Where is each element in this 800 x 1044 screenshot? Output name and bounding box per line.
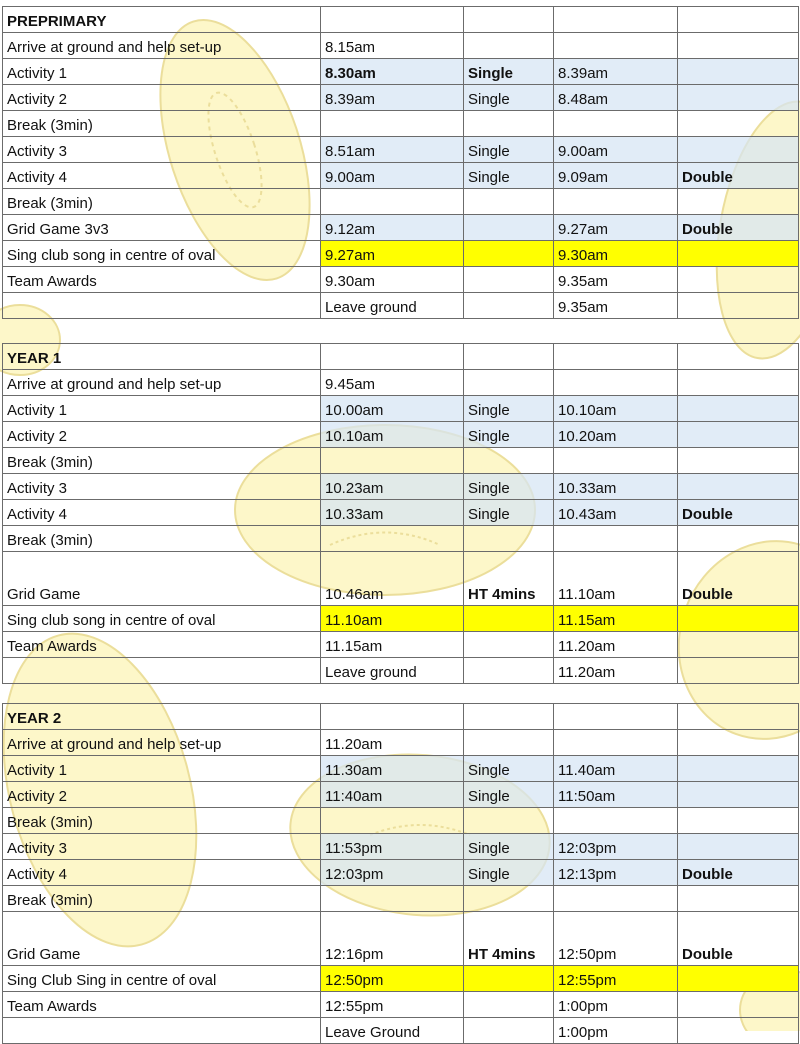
activity-cell: Break (3min) <box>3 111 321 137</box>
type-cell: Single <box>464 163 554 189</box>
type-cell <box>464 808 554 834</box>
activity-cell: Sing club song in centre of oval <box>3 241 321 267</box>
activity-cell: Team Awards <box>3 992 321 1018</box>
note-cell <box>678 137 799 163</box>
note-cell <box>678 834 799 860</box>
start-time-cell: 11.30am <box>321 756 464 782</box>
note-cell <box>678 189 799 215</box>
table-row <box>3 267 799 293</box>
start-time-cell: 12:03pm <box>321 860 464 886</box>
start-time-cell <box>321 886 464 912</box>
note-cell: Double <box>678 500 799 526</box>
type-cell <box>464 215 554 241</box>
type-cell <box>464 658 554 684</box>
type-cell: Single <box>464 782 554 808</box>
end-time-cell: 9.27am <box>554 215 678 241</box>
end-time-cell: 1:00pm <box>554 992 678 1018</box>
table-row <box>3 474 799 500</box>
note-cell <box>678 526 799 552</box>
type-cell: Single <box>464 756 554 782</box>
table-row <box>3 293 799 319</box>
note-cell: Double <box>678 860 799 886</box>
end-time-cell: 10.33am <box>554 474 678 500</box>
activity-cell: Activity 4 <box>3 163 321 189</box>
end-time-cell: 10.20am <box>554 422 678 448</box>
activity-cell: Activity 3 <box>3 834 321 860</box>
header-cell <box>321 344 464 370</box>
activity-cell <box>3 658 321 684</box>
activity-cell: Activity 3 <box>3 474 321 500</box>
type-cell <box>464 632 554 658</box>
end-time-cell <box>554 886 678 912</box>
type-cell <box>464 241 554 267</box>
header-cell <box>321 704 464 730</box>
header-cell <box>464 344 554 370</box>
type-cell: Single <box>464 500 554 526</box>
start-time-cell: 10.23am <box>321 474 464 500</box>
schedule-table-year-1 <box>2 343 799 684</box>
table-row <box>3 448 799 474</box>
header-cell <box>554 704 678 730</box>
start-time-cell: 8.30am <box>321 59 464 85</box>
end-time-cell <box>554 448 678 474</box>
note-cell <box>678 756 799 782</box>
type-cell: Single <box>464 85 554 111</box>
end-time-cell <box>554 730 678 756</box>
type-cell <box>464 111 554 137</box>
note-cell <box>678 474 799 500</box>
note-cell <box>678 730 799 756</box>
table-row <box>3 526 799 552</box>
start-time-cell <box>321 526 464 552</box>
table-row <box>3 992 799 1018</box>
end-time-cell: 10.10am <box>554 396 678 422</box>
end-time-cell <box>554 111 678 137</box>
type-cell: Single <box>464 834 554 860</box>
start-time-cell: Leave ground <box>321 293 464 319</box>
start-time-cell <box>321 189 464 215</box>
start-time-cell: 10.10am <box>321 422 464 448</box>
table-row <box>3 59 799 85</box>
table-row <box>3 730 799 756</box>
activity-cell: Break (3min) <box>3 526 321 552</box>
note-cell <box>678 606 799 632</box>
note-cell <box>678 293 799 319</box>
activity-cell: Activity 1 <box>3 756 321 782</box>
start-time-cell <box>321 111 464 137</box>
table-row <box>3 658 799 684</box>
table-row <box>3 163 799 189</box>
type-cell: Single <box>464 137 554 163</box>
activity-cell: Activity 3 <box>3 137 321 163</box>
note-cell: Double <box>678 912 799 966</box>
end-time-cell: 9.09am <box>554 163 678 189</box>
end-time-cell: 12:03pm <box>554 834 678 860</box>
type-cell <box>464 189 554 215</box>
end-time-cell: 12:50pm <box>554 912 678 966</box>
note-cell <box>678 658 799 684</box>
start-time-cell: 9.00am <box>321 163 464 189</box>
type-cell: HT 4mins <box>464 912 554 966</box>
note-cell <box>678 992 799 1018</box>
start-time-cell: 8.39am <box>321 85 464 111</box>
end-time-cell <box>554 526 678 552</box>
activity-cell: Activity 2 <box>3 85 321 111</box>
table-row <box>3 33 799 59</box>
end-time-cell: 9.30am <box>554 241 678 267</box>
header-cell <box>678 704 799 730</box>
start-time-cell: 11:53pm <box>321 834 464 860</box>
table-row <box>3 500 799 526</box>
table-row <box>3 966 799 992</box>
section-title: YEAR 2 <box>3 704 321 730</box>
activity-cell: Break (3min) <box>3 448 321 474</box>
table-row <box>3 606 799 632</box>
activity-cell: Grid Game <box>3 912 321 966</box>
activity-cell: Arrive at ground and help set-up <box>3 33 321 59</box>
end-time-cell <box>554 33 678 59</box>
end-time-cell: 1:00pm <box>554 1018 678 1044</box>
type-cell <box>464 992 554 1018</box>
end-time-cell: 11.40am <box>554 756 678 782</box>
table-row <box>3 912 799 966</box>
start-time-cell: 12:16pm <box>321 912 464 966</box>
type-cell: Single <box>464 860 554 886</box>
table-row <box>3 834 799 860</box>
end-time-cell: 11.10am <box>554 552 678 606</box>
section-header-row <box>3 344 799 370</box>
start-time-cell: 11.15am <box>321 632 464 658</box>
type-cell <box>464 267 554 293</box>
note-cell <box>678 111 799 137</box>
activity-cell: Activity 2 <box>3 782 321 808</box>
header-cell <box>678 7 799 33</box>
start-time-cell: 9.27am <box>321 241 464 267</box>
note-cell <box>678 85 799 111</box>
section-title: YEAR 1 <box>3 344 321 370</box>
activity-cell: Team Awards <box>3 632 321 658</box>
type-cell <box>464 606 554 632</box>
end-time-cell: 9.35am <box>554 267 678 293</box>
end-time-cell: 11.15am <box>554 606 678 632</box>
table-row <box>3 85 799 111</box>
type-cell <box>464 448 554 474</box>
table-row <box>3 215 799 241</box>
table-row <box>3 241 799 267</box>
activity-cell: Sing club song in centre of oval <box>3 606 321 632</box>
activity-cell: Sing Club Sing in centre of oval <box>3 966 321 992</box>
start-time-cell: 11:40am <box>321 782 464 808</box>
activity-cell: Arrive at ground and help set-up <box>3 370 321 396</box>
end-time-cell <box>554 370 678 396</box>
end-time-cell <box>554 189 678 215</box>
start-time-cell: 8.15am <box>321 33 464 59</box>
table-row <box>3 632 799 658</box>
section-title: PREPRIMARY <box>3 7 321 33</box>
activity-cell: Grid Game 3v3 <box>3 215 321 241</box>
start-time-cell: 10.46am <box>321 552 464 606</box>
activity-cell: Activity 2 <box>3 422 321 448</box>
start-time-cell: 12:55pm <box>321 992 464 1018</box>
type-cell <box>464 730 554 756</box>
end-time-cell: 8.39am <box>554 59 678 85</box>
end-time-cell: 12:55pm <box>554 966 678 992</box>
note-cell: Double <box>678 215 799 241</box>
type-cell <box>464 526 554 552</box>
note-cell <box>678 370 799 396</box>
type-cell <box>464 886 554 912</box>
type-cell: Single <box>464 59 554 85</box>
note-cell <box>678 808 799 834</box>
activity-cell: Team Awards <box>3 267 321 293</box>
activity-cell: Activity 1 <box>3 59 321 85</box>
header-cell <box>464 704 554 730</box>
note-cell: Double <box>678 552 799 606</box>
start-time-cell <box>321 808 464 834</box>
start-time-cell: Leave Ground <box>321 1018 464 1044</box>
note-cell <box>678 267 799 293</box>
table-row <box>3 886 799 912</box>
start-time-cell <box>321 448 464 474</box>
start-time-cell: 9.30am <box>321 267 464 293</box>
note-cell <box>678 241 799 267</box>
header-cell <box>554 7 678 33</box>
end-time-cell: 9.00am <box>554 137 678 163</box>
table-row <box>3 370 799 396</box>
start-time-cell: 8.51am <box>321 137 464 163</box>
end-time-cell: 8.48am <box>554 85 678 111</box>
start-time-cell: 10.33am <box>321 500 464 526</box>
type-cell: Single <box>464 474 554 500</box>
note-cell <box>678 886 799 912</box>
type-cell <box>464 966 554 992</box>
end-time-cell: 12:13pm <box>554 860 678 886</box>
header-cell <box>464 7 554 33</box>
section-header-row <box>3 7 799 33</box>
end-time-cell: 10.43am <box>554 500 678 526</box>
activity-cell: Break (3min) <box>3 886 321 912</box>
note-cell <box>678 966 799 992</box>
table-row <box>3 422 799 448</box>
start-time-cell: 12:50pm <box>321 966 464 992</box>
activity-cell: Activity 1 <box>3 396 321 422</box>
header-cell <box>554 344 678 370</box>
start-time-cell: 9.45am <box>321 370 464 396</box>
start-time-cell: 11.10am <box>321 606 464 632</box>
start-time-cell: 9.12am <box>321 215 464 241</box>
end-time-cell <box>554 808 678 834</box>
table-row <box>3 137 799 163</box>
activity-cell <box>3 293 321 319</box>
end-time-cell: 11.20am <box>554 658 678 684</box>
activity-cell: Arrive at ground and help set-up <box>3 730 321 756</box>
note-cell <box>678 396 799 422</box>
note-cell <box>678 632 799 658</box>
note-cell <box>678 782 799 808</box>
start-time-cell: 10.00am <box>321 396 464 422</box>
table-row <box>3 782 799 808</box>
type-cell <box>464 293 554 319</box>
type-cell <box>464 370 554 396</box>
type-cell: HT 4mins <box>464 552 554 606</box>
section-header-row <box>3 704 799 730</box>
table-row <box>3 396 799 422</box>
activity-cell: Break (3min) <box>3 189 321 215</box>
start-time-cell: Leave ground <box>321 658 464 684</box>
end-time-cell: 9.35am <box>554 293 678 319</box>
end-time-cell: 11:50am <box>554 782 678 808</box>
table-row <box>3 111 799 137</box>
type-cell: Single <box>464 422 554 448</box>
start-time-cell: 11.20am <box>321 730 464 756</box>
table-row <box>3 756 799 782</box>
note-cell <box>678 59 799 85</box>
note-cell <box>678 448 799 474</box>
schedule-table-year-2 <box>2 703 799 1044</box>
schedule-table-preprimary <box>2 6 799 319</box>
activity-cell: Activity 4 <box>3 860 321 886</box>
table-row <box>3 808 799 834</box>
table-row <box>3 860 799 886</box>
table-row <box>3 552 799 606</box>
note-cell: Double <box>678 163 799 189</box>
type-cell <box>464 33 554 59</box>
note-cell <box>678 422 799 448</box>
activity-cell: Activity 4 <box>3 500 321 526</box>
activity-cell: Grid Game <box>3 552 321 606</box>
table-row <box>3 189 799 215</box>
header-cell <box>678 344 799 370</box>
note-cell <box>678 33 799 59</box>
type-cell: Single <box>464 396 554 422</box>
header-cell <box>321 7 464 33</box>
end-time-cell: 11.20am <box>554 632 678 658</box>
activity-cell: Break (3min) <box>3 808 321 834</box>
